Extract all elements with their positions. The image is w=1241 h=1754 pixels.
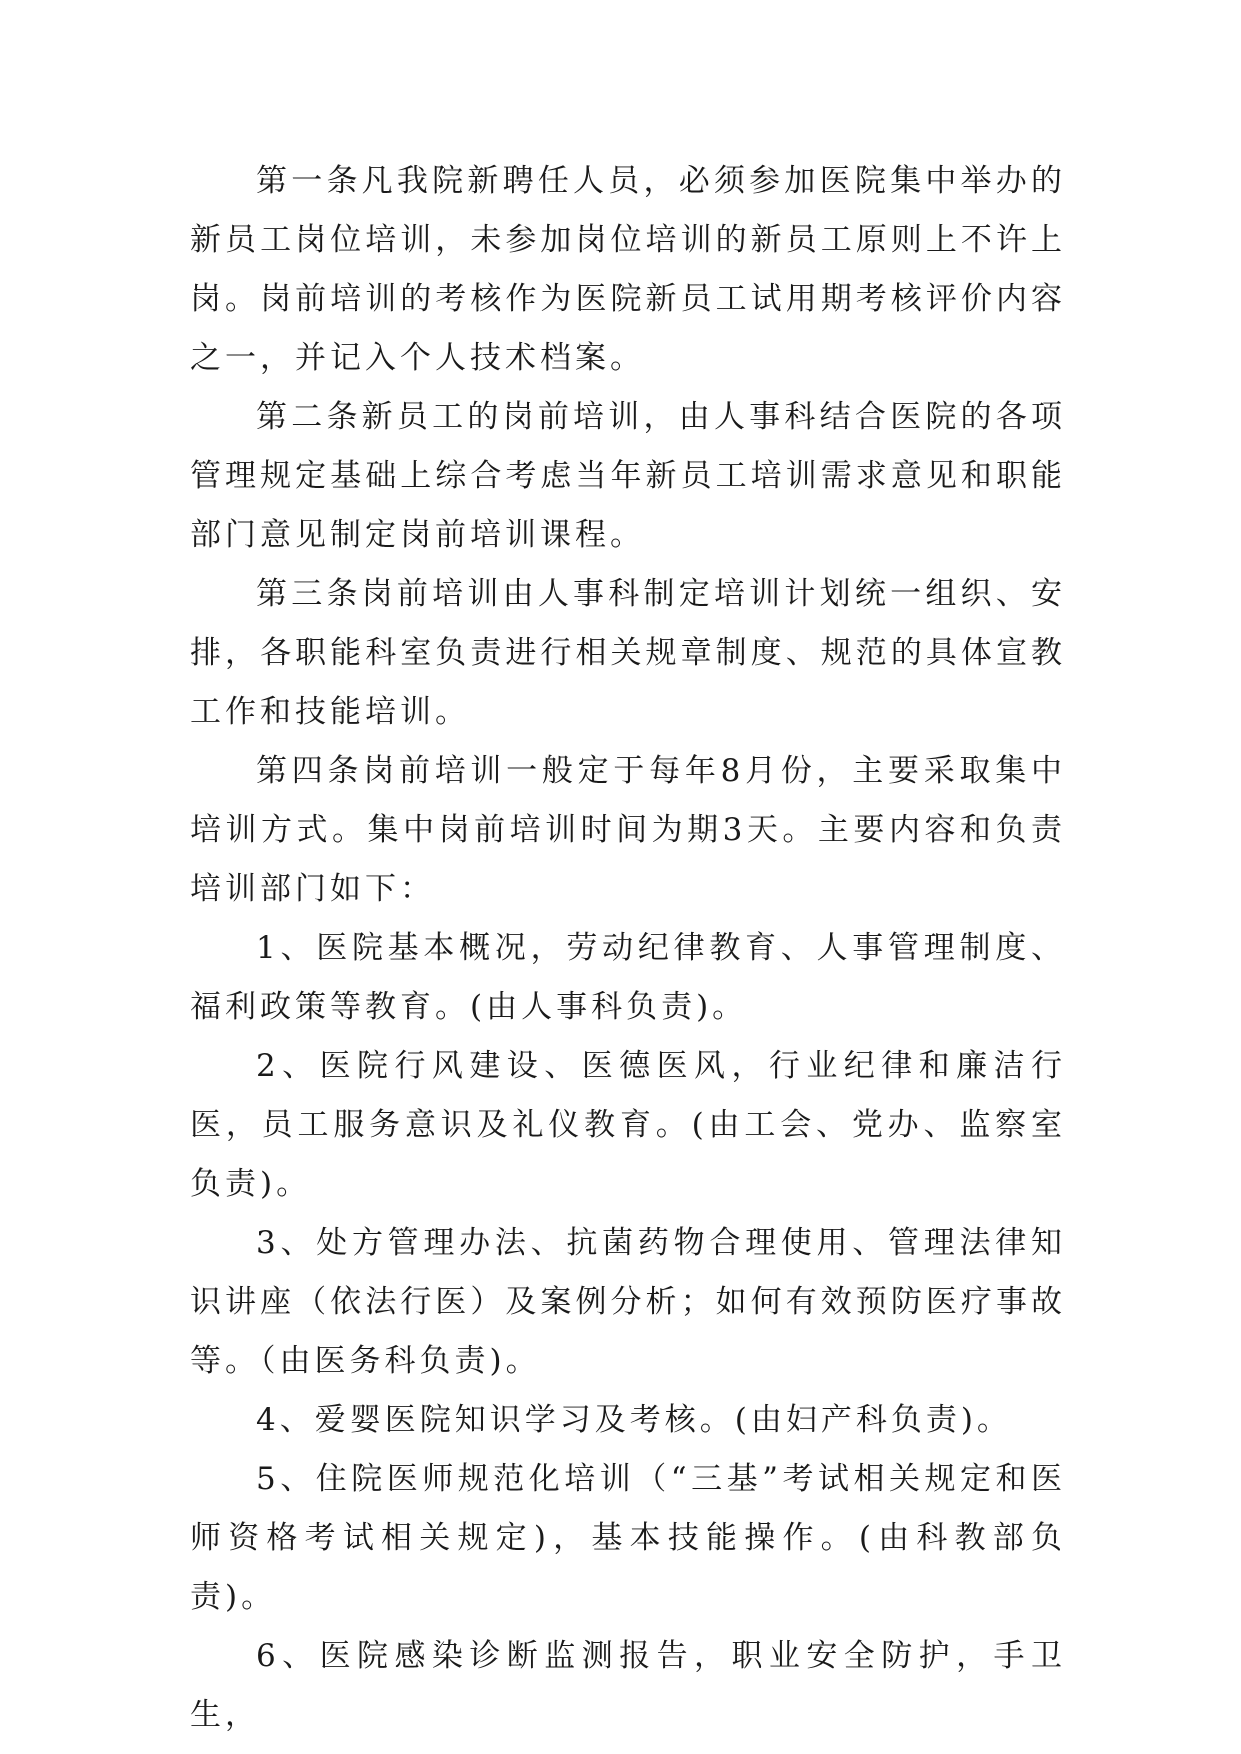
paragraph-item-1: 1、医院基本概况，劳动纪律教育、人事管理制度、福利政策等教育。(由人事科负责)。 (190, 930, 1066, 1025)
paragraph-item-2: 2、医院行风建设、医德医风，行业纪律和廉洁行医，员工服务意识及礼仪教育。(由工会、党办、监察室负责)。 (190, 1048, 1066, 1202)
document-body (190, 152, 1066, 1745)
paragraph-item-3: 3、处方管理办法、抗菌药物合理使用、管理法律知识讲座（依法行医）及案例分析；如何有效预防医疗事故等。（由医务科负责)。 (190, 1225, 1066, 1379)
paragraph-article-1: 第一条凡我院新聘任人员，必须参加医院集中举办的新员工岗位培训，未参加岗位培训的新员工原则上不许上岗。岗前培训的考核作为医院新员工试用期考核评价内容之一，并记入个人技术档案。 (190, 163, 1066, 376)
paragraph-article-4: 第四条岗前培训一般定于每年8月份，主要采取集中培训方式。集中岗前培训时间为期3天。主要内容和负责培训部门如下： (190, 753, 1066, 907)
paragraph-article-2: 第二条新员工的岗前培训，由人事科结合医院的各项管理规定基础上综合考虑当年新员工培训需求意见和职能部门意见制定岗前培训课程。 (190, 399, 1066, 553)
paragraph-item-6: 6、医院感染诊断监测报告，职业安全防护，手卫生， (190, 1638, 1066, 1733)
paragraph-item-4: 4、爱婴医院知识学习及考核。(由妇产科负责)。 (256, 1402, 1012, 1438)
paragraph-article-3: 第三条岗前培训由人事科制定培训计划统一组织、安排，各职能科室负责进行相关规章制度、规范的具体宣教工作和技能培训。 (190, 576, 1066, 730)
paragraph-item-5: 5、住院医师规范化培训（“三基”考试相关规定和医师资格考试相关规定)，基本技能操作。(由科教部负责)。 (190, 1461, 1066, 1615)
